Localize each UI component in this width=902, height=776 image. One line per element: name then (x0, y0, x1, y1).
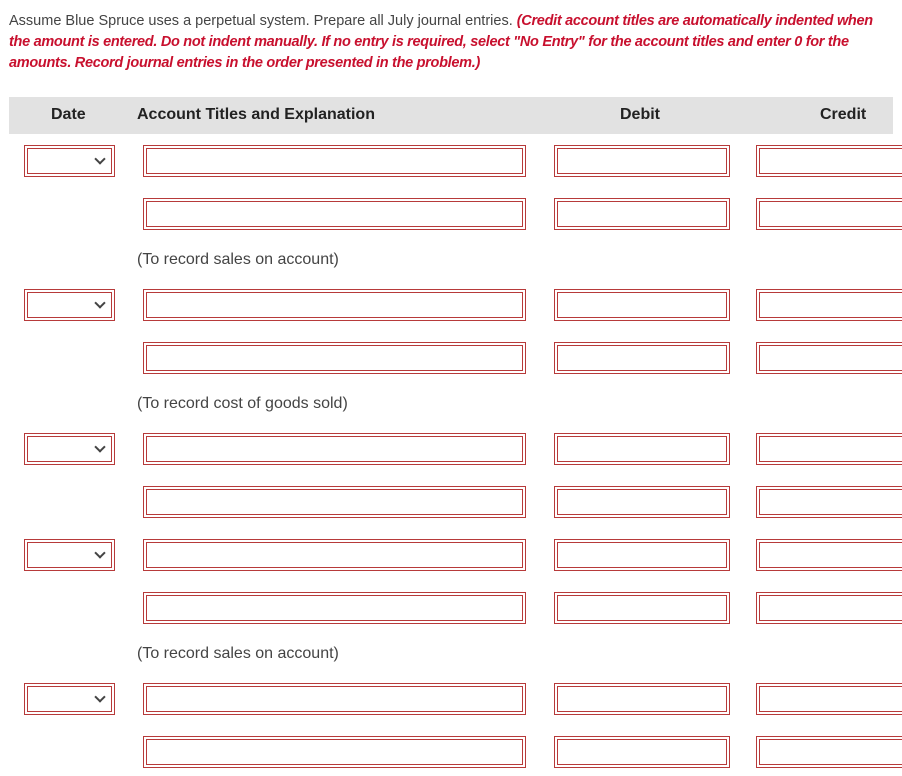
debit-input[interactable] (554, 539, 730, 571)
credit-input[interactable] (756, 539, 902, 571)
account-title-input[interactable] (143, 486, 526, 518)
instructions (9, 11, 889, 74)
credit-input[interactable] (756, 145, 902, 177)
date-select[interactable] (24, 683, 115, 715)
debit-input[interactable] (554, 433, 730, 465)
date-select[interactable] (24, 289, 115, 321)
date-select[interactable] (24, 433, 115, 465)
account-title-input[interactable] (143, 592, 526, 624)
entry-explanation: (To record sales on account) (137, 251, 339, 268)
debit-input[interactable] (554, 736, 730, 768)
debit-input[interactable] (554, 592, 730, 624)
credit-input[interactable] (756, 342, 902, 374)
credit-input[interactable] (756, 198, 902, 230)
account-title-input[interactable] (143, 198, 526, 230)
instructions-text: Assume Blue Spruce uses a perpetual system. Prepare all July journal entries. (9, 13, 513, 29)
entry-explanation: (To record cost of goods sold) (137, 395, 348, 412)
account-title-input[interactable] (143, 289, 526, 321)
account-title-input[interactable] (143, 342, 526, 374)
instructions-emphasis: (Credit account titles are automatically indented when the amount is entered. Do not indent manually. If no entry is required, select "No Entry" for the account titles and enter 0 for the amounts. Record journal entries in the order presented in the problem.) (9, 13, 873, 71)
header-debit: Debit (620, 106, 660, 123)
credit-input[interactable] (756, 683, 902, 715)
account-title-input[interactable] (143, 683, 526, 715)
date-select[interactable] (24, 145, 115, 177)
entry-explanation: (To record sales on account) (137, 645, 339, 662)
credit-input[interactable] (756, 486, 902, 518)
date-select[interactable] (24, 539, 115, 571)
header-date: Date (51, 106, 86, 123)
debit-input[interactable] (554, 198, 730, 230)
debit-input[interactable] (554, 289, 730, 321)
account-title-input[interactable] (143, 539, 526, 571)
credit-input[interactable] (756, 289, 902, 321)
credit-input[interactable] (756, 736, 902, 768)
account-title-input[interactable] (143, 433, 526, 465)
debit-input[interactable] (554, 486, 730, 518)
header-account-titles: Account Titles and Explanation (137, 106, 375, 123)
account-title-input[interactable] (143, 736, 526, 768)
credit-input[interactable] (756, 592, 902, 624)
debit-input[interactable] (554, 145, 730, 177)
journal-table-header (9, 97, 893, 134)
account-title-input[interactable] (143, 145, 526, 177)
debit-input[interactable] (554, 683, 730, 715)
debit-input[interactable] (554, 342, 730, 374)
header-credit: Credit (820, 106, 867, 123)
credit-input[interactable] (756, 433, 902, 465)
